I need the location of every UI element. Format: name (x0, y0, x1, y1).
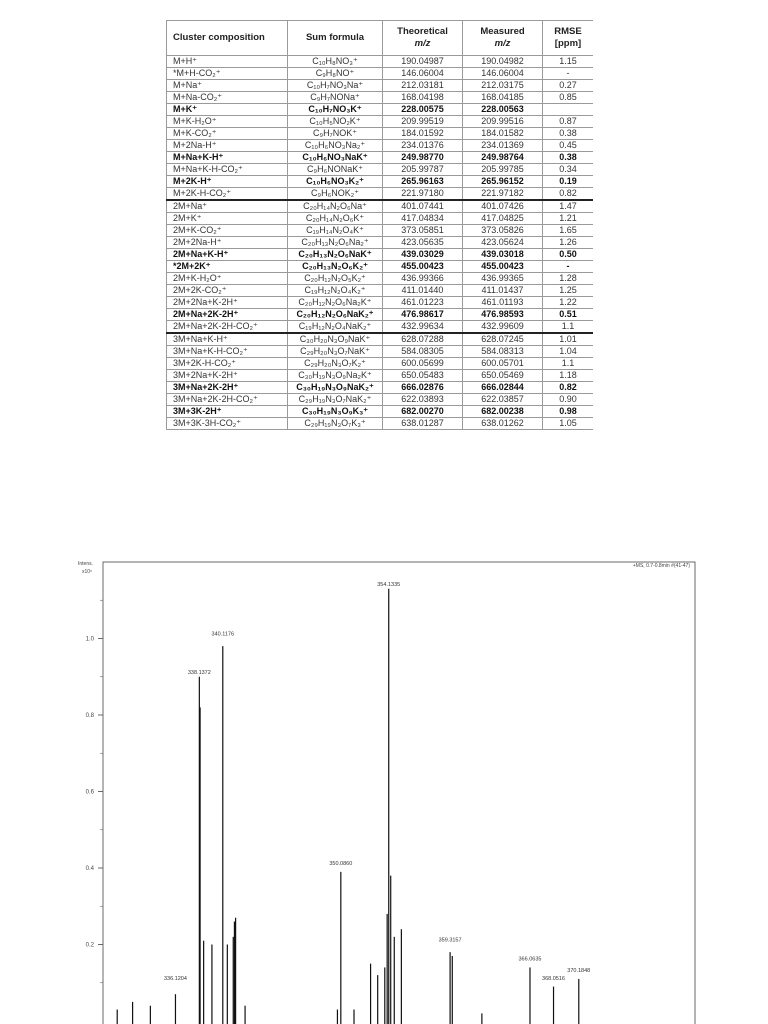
theoretical-cell: 209.99519 (383, 116, 463, 128)
table-row (167, 261, 594, 273)
cluster-cell: M+2K-H-CO₂⁺ (167, 188, 288, 201)
measured-cell: 423.05624 (463, 237, 543, 249)
formula-cell: C₁₀H₈NO₃⁺ (288, 56, 383, 68)
rmse-cell: 1.05 (543, 418, 594, 430)
table-row (167, 382, 594, 394)
cluster-cell: 3M+Na+K-H⁺ (167, 333, 288, 346)
table-row (167, 128, 594, 140)
header-measured-line1: Measured (480, 26, 525, 37)
measured-cell: 650.05469 (463, 370, 543, 382)
rmse-cell: 1.1 (543, 321, 594, 334)
formula-cell: C₂₀H₁₄N₂O₆K⁺ (288, 213, 383, 225)
cluster-cell: 3M+Na+K-H-CO₂⁺ (167, 346, 288, 358)
measured-cell: 600.05701 (463, 358, 543, 370)
formula-cell: C₂₉H₁₉N₃O₇NaK₂⁺ (288, 394, 383, 406)
table-row (167, 370, 594, 382)
rmse-cell: 0.27 (543, 80, 594, 92)
measured-cell: 221.97182 (463, 188, 543, 201)
cluster-cell: *2M+2K⁺ (167, 261, 288, 273)
cluster-cell: 2M+K-CO₂⁺ (167, 225, 288, 237)
table-row (167, 297, 594, 309)
formula-cell: C₂₉H₂₀N₃O₇NaK⁺ (288, 346, 383, 358)
measured-cell: 439.03018 (463, 249, 543, 261)
header-cluster-composition: Cluster composition (167, 21, 288, 56)
rmse-cell: 0.38 (543, 128, 594, 140)
cluster-cell: 2M+2Na-H⁺ (167, 237, 288, 249)
formula-cell: C₂₀H₁₃N₂O₆Na₂⁺ (288, 237, 383, 249)
theoretical-cell: 373.05851 (383, 225, 463, 237)
cluster-cell: M+Na+K-H-CO₂⁺ (167, 164, 288, 176)
cluster-cell: 3M+3K-2H⁺ (167, 406, 288, 418)
measured-cell: 417.04825 (463, 213, 543, 225)
measured-cell: 628.07245 (463, 333, 543, 346)
measured-cell: 436.99365 (463, 273, 543, 285)
y-tick-label: 0.4 (85, 866, 94, 872)
formula-cell: C₂₀H₁₂N₂O₅K₂⁺ (288, 273, 383, 285)
peak-label: 354.1335 (377, 581, 401, 588)
theoretical-cell: 461.01223 (383, 297, 463, 309)
table-row (167, 418, 594, 430)
cluster-cell: M+Na+K-H⁺ (167, 152, 288, 164)
measured-cell: 212.03175 (463, 80, 543, 92)
cluster-cell: 3M+2Na+K-2H⁺ (167, 370, 288, 382)
rmse-cell: 1.04 (543, 346, 594, 358)
formula-cell: C₁₀H₇NO₃Na⁺ (288, 80, 383, 92)
rmse-cell: - (543, 68, 594, 80)
theoretical-cell: 682.00270 (383, 406, 463, 418)
y-tick-label: 0.2 (85, 942, 94, 949)
theoretical-cell: 221.97180 (383, 188, 463, 201)
measured-cell: 461.01193 (463, 297, 543, 309)
theoretical-cell: 436.99366 (383, 273, 463, 285)
cluster-cell: 2M+K⁺ (167, 213, 288, 225)
measured-cell: 205.99785 (463, 164, 543, 176)
cluster-cell: M+K-CO₂⁺ (167, 128, 288, 140)
plot-frame (103, 562, 695, 1024)
theoretical-cell: 265.96163 (383, 176, 463, 188)
rmse-cell: 0.82 (543, 188, 594, 201)
rmse-cell: 0.90 (543, 394, 594, 406)
cluster-cell: 2M+2K-CO₂⁺ (167, 285, 288, 297)
formula-cell: C₃₀H₂₀N₃O₉NaK⁺ (288, 333, 383, 346)
cluster-cell: M+Na⁺ (167, 80, 288, 92)
header-rmse-line1: RMSE (554, 26, 582, 37)
rmse-cell: 1.26 (543, 237, 594, 249)
header-sum-formula: Sum formula (288, 21, 383, 56)
chart-title: +MS, 0.7-0.8min #(41-47) (632, 563, 690, 569)
rmse-cell: 1.15 (543, 56, 594, 68)
measured-cell: 666.02844 (463, 382, 543, 394)
rmse-cell: 0.98 (543, 406, 594, 418)
rmse-cell: 1.01 (543, 333, 594, 346)
theoretical-cell: 411.01440 (383, 285, 463, 297)
mass-spectrum-chart (0, 550, 768, 1024)
table-row (167, 164, 594, 176)
theoretical-cell: 234.01376 (383, 140, 463, 152)
rmse-cell: 0.87 (543, 116, 594, 128)
peak-label: 370.1848 (567, 968, 591, 975)
measured-cell: 265.96152 (463, 176, 543, 188)
y-tick-label: 0.6 (85, 789, 94, 796)
table-row (167, 273, 594, 285)
theoretical-cell: 638.01287 (383, 418, 463, 430)
table-row (167, 249, 594, 261)
theoretical-cell: 401.07441 (383, 200, 463, 213)
theoretical-cell: 666.02876 (383, 382, 463, 394)
rmse-cell: 1.21 (543, 213, 594, 225)
measured-cell: 168.04185 (463, 92, 543, 104)
peak-label: 336.1204 (163, 975, 187, 982)
table-row (167, 80, 594, 92)
theoretical-cell: 205.99787 (383, 164, 463, 176)
theoretical-cell: 184.01592 (383, 128, 463, 140)
table-row (167, 346, 594, 358)
formula-cell: C₁₀H₅NO₂K⁺ (288, 116, 383, 128)
table-row (167, 309, 594, 321)
measured-cell: 209.99516 (463, 116, 543, 128)
rmse-cell: 1.18 (543, 370, 594, 382)
theoretical-cell: 476.98617 (383, 309, 463, 321)
header-rmse (543, 21, 594, 56)
cluster-cell: 2M+Na+K-H⁺ (167, 249, 288, 261)
cluster-cell: M+K-H₂O⁺ (167, 116, 288, 128)
formula-cell: C₁₉H₁₂N₂O₄K₂⁺ (288, 285, 383, 297)
header-theoretical (383, 21, 463, 56)
cluster-cell: M+Na-CO₂⁺ (167, 92, 288, 104)
rmse-cell: 1.28 (543, 273, 594, 285)
rmse-cell: 0.19 (543, 176, 594, 188)
theoretical-cell: 650.05483 (383, 370, 463, 382)
peak-label: 340.1176 (211, 631, 235, 638)
table-row (167, 56, 594, 68)
table-body (167, 56, 594, 430)
table-row (167, 394, 594, 406)
rmse-cell: 0.51 (543, 309, 594, 321)
measured-cell: 455.00423 (463, 261, 543, 273)
cluster-cell: 2M+Na⁺ (167, 200, 288, 213)
rmse-cell: 0.34 (543, 164, 594, 176)
chart-peaks (117, 589, 579, 1024)
table-row (167, 200, 594, 213)
theoretical-cell: 212.03181 (383, 80, 463, 92)
rmse-cell: 0.82 (543, 382, 594, 394)
formula-cell: C₁₉H₁₄N₂O₄K⁺ (288, 225, 383, 237)
rmse-cell: 1.22 (543, 297, 594, 309)
formula-cell: C₉H₆NONaK⁺ (288, 164, 383, 176)
chart-peak-labels (164, 582, 590, 982)
cluster-cell: 3M+Na+2K-2H-CO₂⁺ (167, 394, 288, 406)
theoretical-cell: 168.04198 (383, 92, 463, 104)
measured-cell: 411.01437 (463, 285, 543, 297)
rmse-cell: 1.65 (543, 225, 594, 237)
cluster-cell: M+2Na-H⁺ (167, 140, 288, 152)
formula-cell: C₉H₇NONa⁺ (288, 92, 383, 104)
table-row (167, 321, 594, 334)
peak-label: 368.0516 (542, 975, 566, 982)
table-row (167, 285, 594, 297)
cluster-cell: M+2K-H⁺ (167, 176, 288, 188)
table-row (167, 104, 594, 116)
table-row (167, 237, 594, 249)
theoretical-cell: 432.99634 (383, 321, 463, 334)
formula-cell: C₉H₆NOK₂⁺ (288, 188, 383, 201)
theoretical-cell: 455.00423 (383, 261, 463, 273)
rmse-cell (543, 104, 594, 116)
cluster-cell: 3M+2K-H-CO₂⁺ (167, 358, 288, 370)
formula-cell: C₉H₈NO⁺ (288, 68, 383, 80)
y-tick-label: 1.0 (85, 636, 94, 643)
measured-cell: 432.99609 (463, 321, 543, 334)
table-row (167, 116, 594, 128)
theoretical-cell: 423.05635 (383, 237, 463, 249)
table-row (167, 213, 594, 225)
formula-cell: C₁₉H₁₂N₂O₄NaK₂⁺ (288, 321, 383, 334)
table-row (167, 358, 594, 370)
formula-cell: C₁₀H₆NO₃NaK⁺ (288, 152, 383, 164)
cluster-cell: 2M+Na+2K-2H⁺ (167, 309, 288, 321)
cluster-cell: 2M+2Na+K-2H⁺ (167, 297, 288, 309)
rmse-cell: 0.50 (543, 249, 594, 261)
formula-cell: C₂₉H₁₉N₃O₇K₃⁺ (288, 418, 383, 430)
formula-cell: C₃₀H₁₉N₃O₉K₃⁺ (288, 406, 383, 418)
formula-cell: C₁₀H₆NO₃Na₂⁺ (288, 140, 383, 152)
cluster-cell: 2M+K-H₂O⁺ (167, 273, 288, 285)
measured-cell: 401.07426 (463, 200, 543, 213)
cluster-cell: *M+H-CO₂⁺ (167, 68, 288, 80)
cluster-cell: M+K⁺ (167, 104, 288, 116)
formula-cell: C₂₀H₁₃N₂O₆NaK⁺ (288, 249, 383, 261)
formula-cell: C₃₀H₁₉N₃O₉Na₂K⁺ (288, 370, 383, 382)
rmse-cell: 1.25 (543, 285, 594, 297)
cluster-table (166, 20, 593, 430)
theoretical-cell: 190.04987 (383, 56, 463, 68)
table-row (167, 68, 594, 80)
header-rmse-line2: [ppm] (554, 38, 582, 49)
table-row (167, 225, 594, 237)
measured-cell: 584.08313 (463, 346, 543, 358)
theoretical-cell: 439.03029 (383, 249, 463, 261)
rmse-cell: 1.47 (543, 200, 594, 213)
table-row (167, 188, 594, 201)
measured-cell: 249.98764 (463, 152, 543, 164)
formula-cell: C₂₀H₁₂N₂O₆Na₂K⁺ (288, 297, 383, 309)
cluster-cell: 3M+Na+2K-2H⁺ (167, 382, 288, 394)
rmse-cell: 1.1 (543, 358, 594, 370)
formula-cell: C₂₀H₁₃N₂O₆K₂⁺ (288, 261, 383, 273)
measured-cell: 190.04982 (463, 56, 543, 68)
header-measured (463, 21, 543, 56)
table-row (167, 152, 594, 164)
rmse-cell: 0.45 (543, 140, 594, 152)
theoretical-cell: 228.00575 (383, 104, 463, 116)
formula-cell: C₂₉H₂₀N₃O₇K₂⁺ (288, 358, 383, 370)
rmse-cell: - (543, 261, 594, 273)
cluster-table-container (166, 20, 593, 528)
y-axis-label: Intens. (78, 561, 94, 567)
cluster-cell: M+H⁺ (167, 56, 288, 68)
peak-label: 359.3157 (438, 937, 462, 944)
measured-cell: 234.01369 (463, 140, 543, 152)
formula-cell: C₃₀H₁₉N₃O₉NaK₂⁺ (288, 382, 383, 394)
measured-cell: 184.01582 (463, 128, 543, 140)
theoretical-cell: 584.08305 (383, 346, 463, 358)
theoretical-cell: 628.07288 (383, 333, 463, 346)
measured-cell: 228.00563 (463, 104, 543, 116)
theoretical-cell: 146.06004 (383, 68, 463, 80)
formula-cell: C₉H₇NOK⁺ (288, 128, 383, 140)
table-header-row (167, 21, 594, 56)
measured-cell: 622.03857 (463, 394, 543, 406)
table-row (167, 140, 594, 152)
cluster-cell: 3M+3K-3H-CO₂⁺ (167, 418, 288, 430)
table-row (167, 406, 594, 418)
table-row (167, 333, 594, 346)
chart-axes (78, 561, 695, 1024)
cluster-cell: 2M+Na+2K-2H-CO₂⁺ (167, 321, 288, 334)
header-theoretical-line1: Theoretical (397, 26, 448, 37)
theoretical-cell: 249.98770 (383, 152, 463, 164)
header-measured-line2: m/z (494, 38, 511, 49)
theoretical-cell: 600.05699 (383, 358, 463, 370)
measured-cell: 146.06004 (463, 68, 543, 80)
rmse-cell: 0.85 (543, 92, 594, 104)
measured-cell: 682.00238 (463, 406, 543, 418)
formula-cell: C₂₀H₁₄N₂O₆Na⁺ (288, 200, 383, 213)
measured-cell: 373.05826 (463, 225, 543, 237)
formula-cell: C₁₀H₆NO₃K₂⁺ (288, 176, 383, 188)
peak-label: 350.0860 (329, 861, 353, 867)
formula-cell: C₁₀H₇NO₃K⁺ (288, 104, 383, 116)
y-tick-label: 0.8 (85, 713, 94, 719)
formula-cell: C₂₀H₁₂N₂O₆NaK₂⁺ (288, 309, 383, 321)
rmse-cell: 0.38 (543, 152, 594, 164)
table-row (167, 92, 594, 104)
theoretical-cell: 622.03893 (383, 394, 463, 406)
measured-cell: 638.01262 (463, 418, 543, 430)
y-axis-exponent: x10⁵ (82, 569, 93, 575)
header-theoretical-line2: m/z (414, 38, 431, 49)
table-row (167, 176, 594, 188)
peak-label: 366.0635 (518, 956, 542, 963)
peak-label: 338.1372 (187, 669, 211, 676)
measured-cell: 476.98593 (463, 309, 543, 321)
theoretical-cell: 417.04834 (383, 213, 463, 225)
